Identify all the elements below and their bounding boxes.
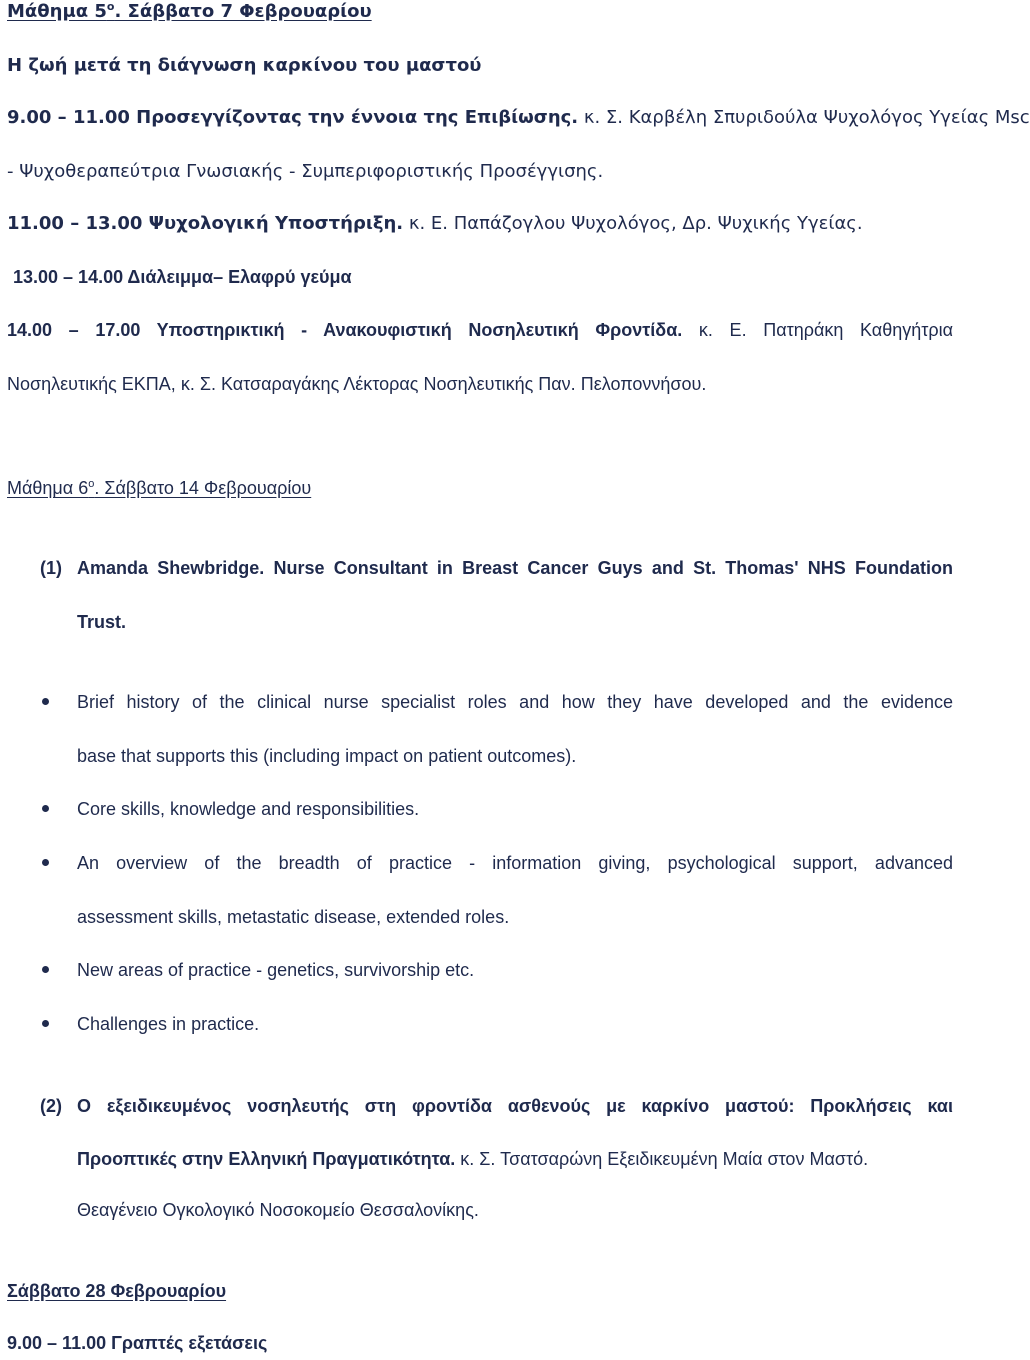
bullet-3-line1: An overview of the breadth of practice - information giving, psychological support, advanced bbox=[77, 853, 953, 873]
lesson7-heading: Σάββατο 28 Φεβρουαρίου bbox=[7, 1281, 227, 1301]
bullet-5-line1: Challenges in practice. bbox=[77, 1014, 260, 1034]
session1-line2: - Ψυχοθεραπεύτρια Γνωσιακής - Συμπεριφοριστικής Προσέγγισης. bbox=[7, 161, 604, 182]
session1-line1: 9.00 – 11.00 Προσεγγίζοντας την έννοια της Επιβίωσης. κ. Σ. Καρβέλη Σπυριδούλα Ψυχολόγος Υγείας Msc bbox=[7, 107, 1030, 128]
lesson6-heading: Μάθημα $6^o$. Σάββατο 14 Φεβρουαρίου bbox=[7, 478, 312, 498]
session4-line1: 14.00 – 17.00 Υποστηρικτική - Ανακουφιστική Νοσηλευτική Φροντίδα. κ. Ε. Πατηράκη Καθηγήτρια bbox=[7, 320, 953, 340]
lesson5-topic: Η ζωή μετά τη διάγνωση καρκίνου του μαστού bbox=[7, 55, 482, 76]
item2-line1: Ο εξειδικευμένος νοσηλευτής στη φροντίδα ασθενούς με καρκίνο μαστού: Προκλήσεις και bbox=[77, 1096, 953, 1116]
item1-line1: Amanda Shewbridge. Nurse Consultant in Breast Cancer Guys and St. Thomas' NHS Foundation bbox=[77, 558, 953, 578]
session2-line: 11.00 – 13.00 Ψυχολογική Υποστήριξη. κ. Ε. Παπάζογλου Ψυχολόγος, Δρ. Ψυχικής Υγείας. bbox=[7, 213, 863, 234]
exam-line: 9.00 – 11.00 Γραπτές εξετάσεις bbox=[7, 1333, 268, 1353]
item2-line2: Προοπτικές στην Ελληνική Πραγματικότητα. κ. Σ. Τσατσαρώνη Εξειδικευμένη Μαία στον Μαστό. bbox=[77, 1149, 869, 1169]
bullet-1-line2: base that supports this (including impact on patient outcomes). bbox=[77, 746, 577, 766]
bullet-dot bbox=[42, 1020, 49, 1027]
bullet-4-line1: New areas of practice - genetics, survivorship etc. bbox=[77, 960, 475, 980]
item1-line2: Trust. bbox=[77, 612, 127, 632]
bullet-dot bbox=[42, 966, 49, 973]
bullet-2-line1: Core skills, knowledge and responsibilities. bbox=[77, 799, 420, 819]
bullet-dot bbox=[42, 859, 49, 866]
bullet-1-line1: Brief history of the clinical nurse specialist roles and how they have developed and the evidence bbox=[77, 692, 953, 712]
item1-number: (1) bbox=[40, 558, 62, 578]
session4-line2: Νοσηλευτικής ΕΚΠΑ, κ. Σ. Κατσαραγάκης Λέκτορας Νοσηλευτικής Παν. Πελοποννήσου. bbox=[7, 374, 707, 394]
session3-break: 13.00 – 14.00 Διάλειμμα– Ελαφρύ γεύμα bbox=[13, 267, 352, 287]
bullet-dot bbox=[42, 805, 49, 812]
lesson5-heading: Μάθημα $5^o$. Σάββατο 7 Φεβρουαρίου bbox=[7, 0, 372, 22]
item2-number: (2) bbox=[40, 1096, 62, 1116]
item2-line3: Θεαγένειο Ογκολογικό Νοσοκομείο Θεσσαλονίκης. bbox=[77, 1200, 479, 1220]
bullet-dot bbox=[42, 698, 49, 705]
bullet-3-line2: assessment skills, metastatic disease, extended roles. bbox=[77, 907, 510, 927]
